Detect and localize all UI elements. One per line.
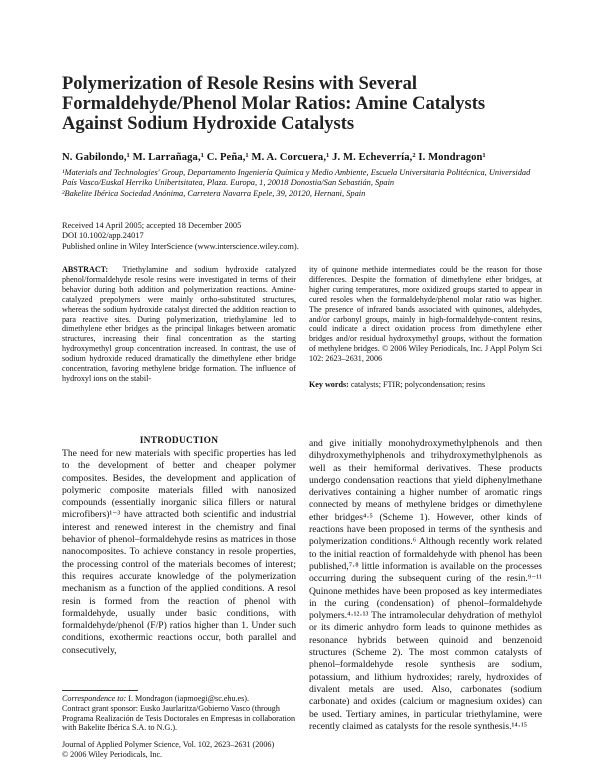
- doi: DOI 10.1002/app.24017: [62, 231, 144, 241]
- abstract-citation: J Appl Polym Sci 102: 2623–2631, 2006: [309, 344, 542, 364]
- grant-text: Eusko Jaurlaritza/Gobierno Vasco (through Programa Realización de Tesis Doctorales en Empresas in collaboration with Bakelite Ibérica S.A. to N.G.).: [62, 703, 296, 733]
- footnote-correspondence: [62, 694, 296, 704]
- section-heading-introduction: INTRODUCTION: [139, 436, 219, 446]
- correspondence-label: Correspondence to:: [62, 694, 127, 703]
- affiliation-2: ²Bakelite Ibérica Sociedad Anónima, Carretera Navarra Epele, 39, 20120, Hernani, Spain: [62, 188, 366, 198]
- keywords-text: catalysts; FTIR; polycondensation; resins: [350, 380, 486, 389]
- received-date: Received 14 April 2005; accepted 18 December 2005: [62, 221, 242, 230]
- intro-paragraph: The need for new materials with specific properties has led to the development of better and cheaper polymer composites. Besides, the development and application of polymeric composite materials filled with nanosized compounds (essentially inorganic silica fillers or natural microfibers)¹⁻³ have attracted both scientific and industrial interest and renewed interest in the chemistry and final behavior of phenol–formaldehyde resins as matrices in those nanocomposites. To achieve constancy in resole properties, the processing control of the materials becomes of interest; this requires accurate knowledge of the polymerization mechanism as a function of the applied conditions. A resol resin is formed from the reaction of phenol with formaldehyde, usually under basic conditions, with formaldehyde/phenol (F/P) ratios higher than 1. Under such conditions, exothermic reactions occur, both parallel and consecutively,: [62, 448, 296, 656]
- affiliation-1: ¹Materials and Technologies' Group, Departamento Ingeniería Química y Medio Ambiente, Escuela Universitaria Politécnica, Universidad País Vasco/Euskal Herriko Unibertsitatea, Plaza. Europa, 1, 20018 Donostia/San Sebastián, Spain: [62, 168, 531, 188]
- footnote-grant: [62, 704, 296, 733]
- keywords-label: Key words:: [309, 380, 349, 389]
- abstract-text-left: Triethylamine and sodium hydroxide catalyzed phenol/formaldehyde resole resins were investigated in terms of their behavior during both addition and polymerization reactions. Amine-catalyzed prepolymers were mainly ortho-substituted structures, whereas the sodium hydroxide catalyst directed the addition reaction to para reactive sites. During polymerization, triethylamine led to dimethylene ether bridges as the principal linkages between aromatic structures, increasing their final concentration as the starting hydroxymethyl group concentration increased. In contrast, the use of sodium hydroxide reduced dramatically the dimethylene ether bridge concentration, favoring methylene bridge formation. The influence of hydroxyl ions on the stabil-: [62, 265, 296, 383]
- keywords: [309, 380, 542, 389]
- intro-paragraph-continued: and give initially monohydroxymethylphenols and then dihydroxymethylphenols and trihydroxymethylphenols as well as their hemiformal derivatives. These products undergo condensation reactions that yield diphenylmethane derivatives containing a higher number of aromatic rings connected by means of methylene bridges or dimethylene ether bridges⁴·⁵ (Scheme 1). However, other kinds of reactions have been proposed in terms of the synthesis and polymerization conditions.⁶ Although recently work related to the initial reaction of formaldehyde with phenol has been published,⁷·⁸ little information is available on the processes occurring during the subsequent curing of the resin.⁹⁻¹¹ Quinone methides have been proposed as key intermediates in the curing (condensation) of phenol–formaldehyde polymers.⁴·¹²·¹³ The intramolecular dehydration of methylol or its dimeric anhydro form leads to quinone methides as resonance hybrids between quinoid and benzenoid structures (Scheme 2). The most common catalysts of phenol–formaldehyde resole synthesis are sodium, potassium, and lithium hydroxides; rarely, hydroxides of divalent metals are used. Also, carbonates (sodium carbonate) and oxides (calcium or magnesium oxides) can be used. Tertiary amines, in particular triethylamine, were recently claimed as catalysts for the resole synthesis.¹⁴·¹⁵: [309, 438, 542, 732]
- published-online: Published online in Wiley InterScience (www.interscience.wiley.com).: [62, 241, 299, 251]
- affiliations: [62, 168, 542, 199]
- publication-info: [62, 221, 462, 252]
- body-left-column: [62, 448, 296, 657]
- abstract-right-column: [309, 265, 542, 364]
- author-list: N. Gabilondo,¹ M. Larrañaga,¹ C. Peña,¹ M. A. Corcuera,¹ J. M. Echeverría,² I. Mondragon¹: [62, 152, 486, 163]
- footnotes: [62, 694, 296, 733]
- paper-title: Polymerization of Resole Resins with Several Formaldehyde/Phenol Molar Ratios: Amine Catalysts Against Sodium Hydroxide Catalysts: [62, 74, 486, 134]
- abstract-label: ABSTRACT:: [62, 265, 109, 274]
- footnote-divider: [62, 690, 138, 691]
- journal-line: Journal of Applied Polymer Science, Vol. 102, 2623–2631 (2006): [62, 740, 275, 749]
- body-right-column: [309, 438, 542, 733]
- abstract-text-right: ity of quinone methide intermediates could be the reason for those differences. Despite the formation of dimethylene ether bridges, at higher curing temperatures, more oxidized groups started to appear in cured resoles when the formaldehyde/phenol molar ratio was higher. The presence of infrared bands associated with quinones, aldehydes, and/or carbonyl groups, mainly in high-formaldehyde-content resins, could indicate a direct oxidation process from dimethylene ether bridges and/or residual hydroxymethyl groups, without the formation of methylene bridges.: [309, 265, 542, 354]
- abstract-left-column: [62, 265, 296, 384]
- journal-copyright: © 2006 Wiley Periodicals, Inc.: [62, 749, 163, 759]
- grant-label: Contract grant sponsor:: [62, 703, 138, 713]
- abstract-copyright: © 2006 Wiley Periodicals, Inc.: [381, 344, 483, 354]
- correspondence-text: I. Mondragon (iapmoegi@sc.ehu.es).: [128, 694, 249, 703]
- journal-info: [62, 740, 322, 760]
